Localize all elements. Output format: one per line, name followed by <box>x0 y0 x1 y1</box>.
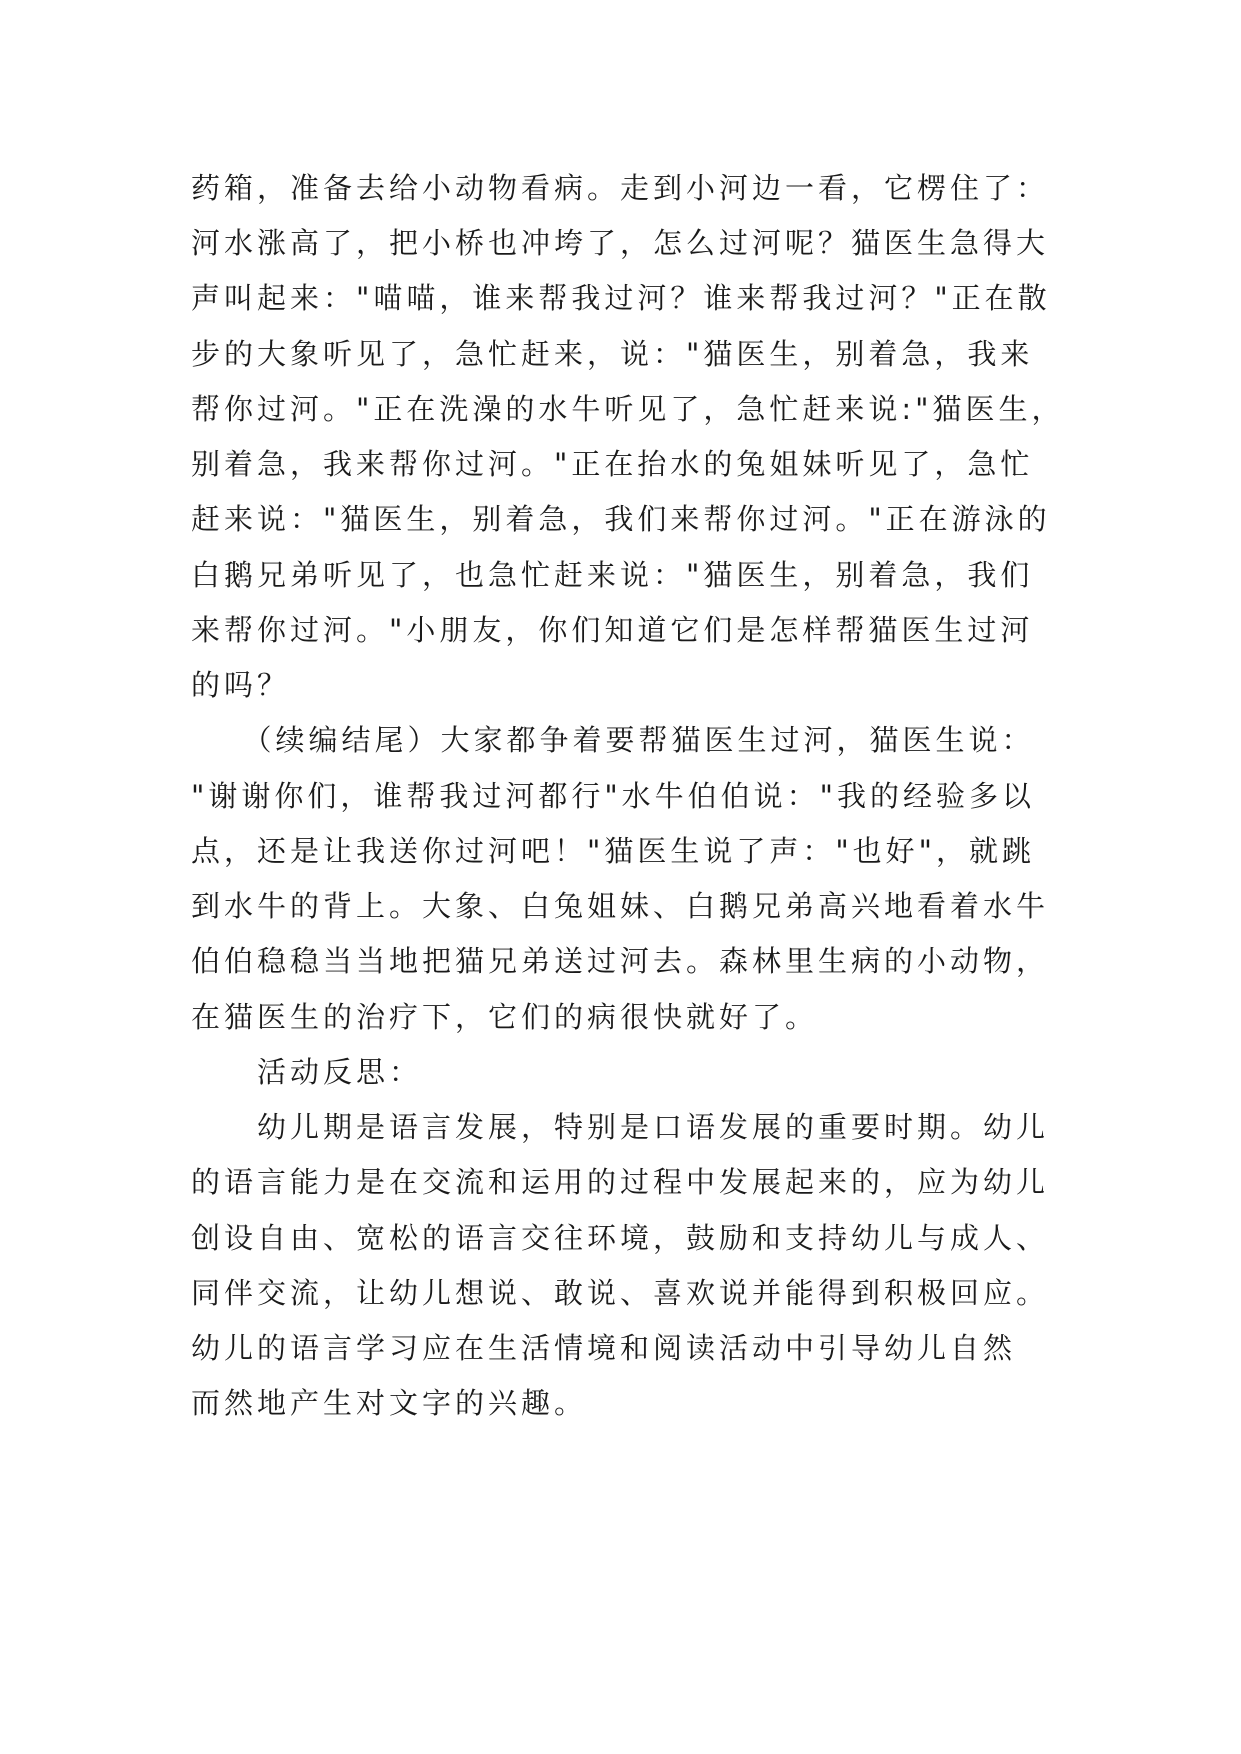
text-line: 来帮你过河。"小朋友，你们知道它们是怎样帮猫医生过河 <box>191 613 1034 647</box>
text-line: 帮你过河。"正在洗澡的水牛听见了，急忙赶来说:"猫医生， <box>191 392 1065 426</box>
text-line: 创设自由、宽松的语言交往环境，鼓励和支持幼儿与成人、 <box>191 1221 1050 1255</box>
text-line: 在猫医生的治疗下，它们的病很快就好了。 <box>191 1000 819 1034</box>
text-line: 到水牛的背上。大象、白兔姐妹、白鹅兄弟高兴地看着水牛 <box>191 889 1050 923</box>
text-line: 河水涨高了，把小桥也冲垮了，怎么过河呢？猫医生急得大 <box>191 226 1050 260</box>
text-line: 的语言能力是在交流和运用的过程中发展起来的，应为幼儿 <box>191 1165 1050 1199</box>
text-line: 而然地产生对文字的兴趣。 <box>191 1386 588 1420</box>
text-line: 点，还是让我送你过河吧！"猫医生说了声："也好"，就跳 <box>191 834 1036 868</box>
text-line: （续编结尾）大家都争着要帮猫医生过河，猫医生说： <box>191 723 1035 757</box>
text-line: "谢谢你们，谁帮我过河都行"水牛伯伯说："我的经验多以 <box>191 779 1036 813</box>
text-line: 白鹅兄弟听见了，也急忙赶来说："猫医生，别着急，我们 <box>191 558 1034 592</box>
text-line: 伯伯稳稳当当地把猫兄弟送过河去。森林里生病的小动物， <box>191 944 1050 978</box>
text-line: 药箱，准备去给小动物看病。走到小河边一看，它楞住了： <box>191 171 1050 205</box>
text-line: 声叫起来："喵喵，谁来帮我过河？谁来帮我过河？"正在散 <box>191 281 1051 315</box>
text-line: 步的大象听见了，急忙赶来，说："猫医生，别着急，我来 <box>191 337 1034 371</box>
text-line: 同伴交流，让幼儿想说、敢说、喜欢说并能得到积极回应。 <box>191 1276 1050 1310</box>
text-line: 赶来说："猫医生，别着急，我们来帮你过河。"正在游泳的 <box>191 502 1051 536</box>
text-line: 幼儿期是语言发展，特别是口语发展的重要时期。幼儿 <box>191 1110 1050 1144</box>
section-heading: 活动反思： <box>191 1055 423 1089</box>
text-line: 别着急，我来帮你过河。"正在抬水的兔姐妹听见了，急忙 <box>191 447 1034 481</box>
text-line: 幼儿的语言学习应在生活情境和阅读活动中引导幼儿自然 <box>191 1331 1017 1365</box>
text-line: 的吗？ <box>191 668 291 702</box>
